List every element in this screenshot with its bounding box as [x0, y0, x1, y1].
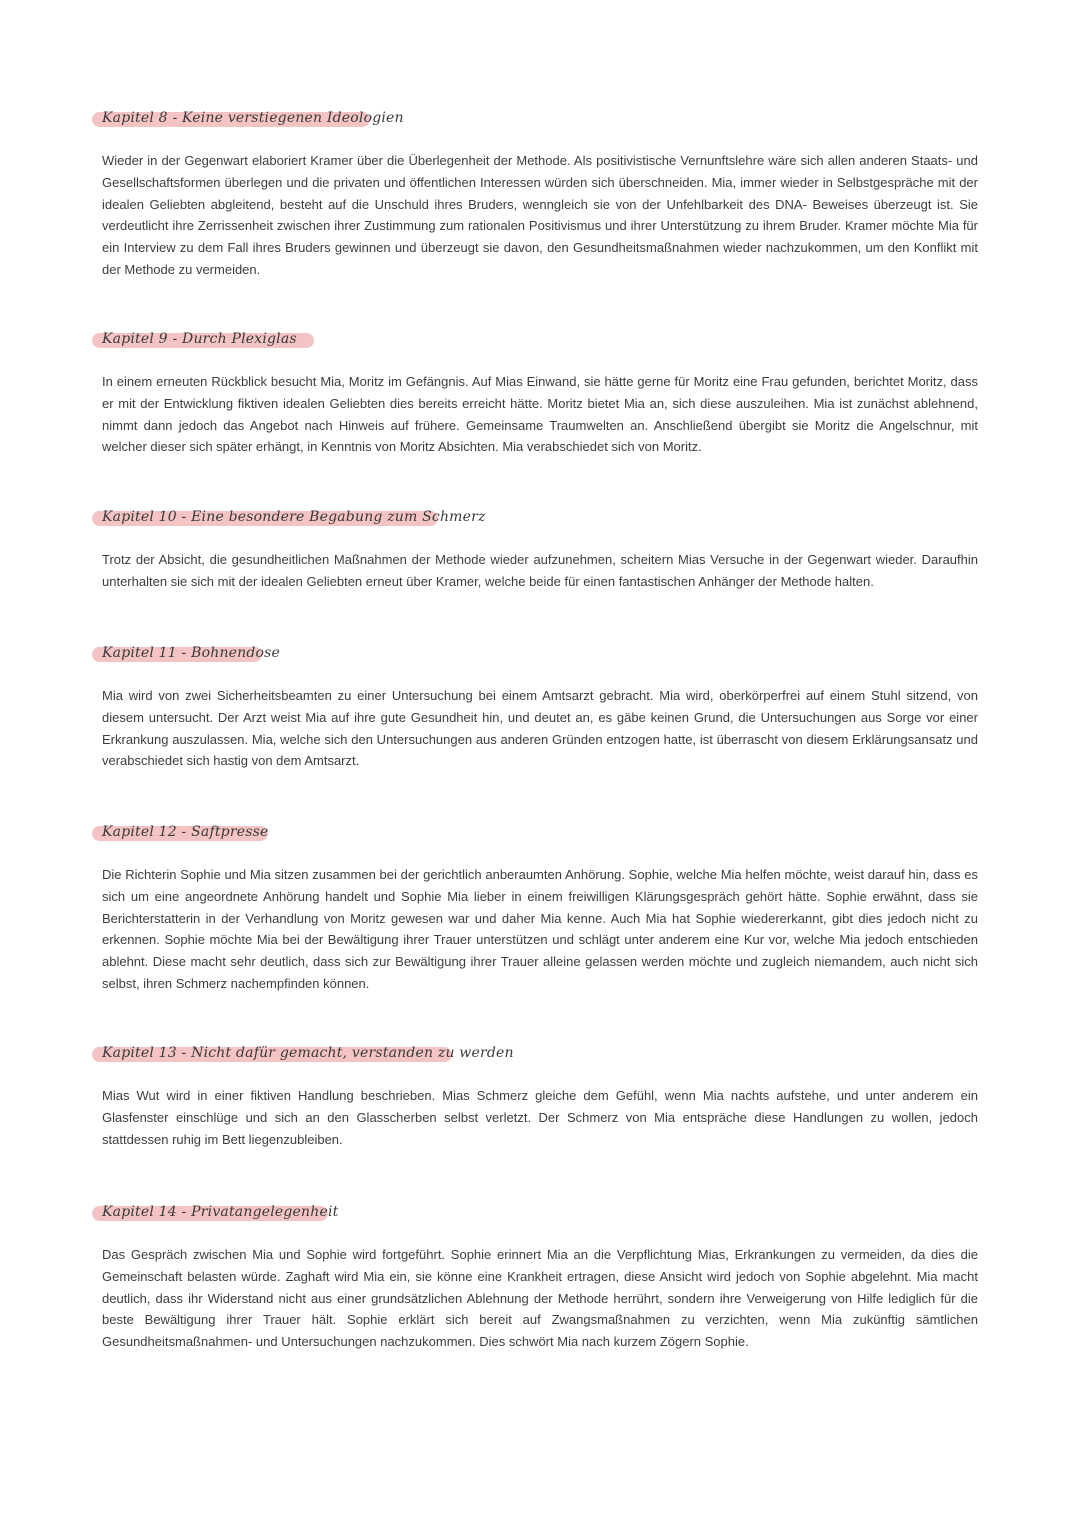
chapter-body: Das Gespräch zwischen Mia und Sophie wird fortgeführt. Sophie erinnert Mia an die Verpflichtung Mias, Erkrankungen zu vermeiden, da dies die Gemeinschaft belasten würde. Zaghaft wird Mia ein, sie könne eine Krankheit ertragen, diese Ansicht wird jedoch von Sophie abgelehnt. Mia macht deutlich, dass ihr Widerstand nicht aus einer grundsätzlichen Ablehnung der Methode herrührt, sondern ihre Verweigerung von Hilfe lediglich für die beste Bewältigung ihrer Trauer hält. Sophie erklärt sich bereit auf Zwangsmaßnahmen zu verzichten, wenn Mia zukünftig sämtlichen Gesundheitsmaßnahmen- und Untersuchungen nachzukommen. Dies schwört Mia nach kurzem Zögern Sophie.: [102, 1247, 978, 1350]
chapter-heading: Kapitel 9 - Durch Plexiglas: [102, 331, 297, 347]
chapter-13-heading-wrap: [92, 1041, 514, 1067]
chapter-heading: Kapitel 8 - Keine verstiegenen Ideologien: [102, 110, 404, 126]
chapter-8-heading-wrap: [92, 106, 404, 132]
chapter-body: Mia wird von zwei Sicherheitsbeamten zu einer Untersuchung bei einem Amtsarzt gebracht. Mia wird, oberkörperfrei auf einem Stuhl sitzend, von diesem untersucht. Der Arzt weist Mia auf ihre gute Gesundheit hin, und deutet an, es gäbe keinen Grund, die Untersuchungen aus Sorge vor einer Erkrankung auszulassen. Mia, welche sich den Untersuchungen aus anderen Gründen entzogen hatte, ist überrascht von diesem Erklärungsansatz und verabschiedet sich hastig von dem Amtsarzt.: [102, 688, 978, 769]
chapter-body: In einem erneuten Rückblick besucht Mia, Moritz im Gefängnis. Auf Mias Einwand, sie hätte gerne für Moritz eine Frau gefunden, berichtet Moritz, dass er mit der Entwicklung fiktiven idealen Geliebten dies bereits erreicht hätte. Moritz bietet Mia an, sich diese auszuleihen. Mia ist zunächst ablehnend, nimmt dann jedoch das Angebot nach Hinweis auf frühere. Gemeinsame Traumwelten an. Anschließend übergibt sie Moritz die Angelschnur, mit welcher dieser sich später erhängt, in Kenntnis von Moritz Absichten. Mia verabschiedet sich von Moritz.: [102, 374, 978, 455]
chapter-heading: Kapitel 14 - Privatangelegenheit: [102, 1204, 339, 1220]
chapter-12-heading-wrap: [92, 820, 268, 846]
chapter-9-heading-wrap: [92, 327, 297, 353]
chapter-body: Trotz der Absicht, die gesundheitlichen Maßnahmen der Methode wieder aufzunehmen, scheitern Mias Versuche in der Gegenwart wieder. Daraufhin unterhalten sie sich mit der idealen Geliebten erneut über Kramer, welche beide für einen fantastischen Anhänger der Methode halten.: [102, 552, 978, 589]
chapter-body: Mias Wut wird in einer fiktiven Handlung beschrieben. Mias Schmerz gleiche dem Gefühl, wenn Mia nachts aufstehe, und unter anderem ein Glasfenster einschlüge und sich an den Glasscherben selbst verletzt. Der Schmerz von Mia entspräche diese Handlungen zu wollen, jedoch stattdessen ruhig im Bett liegenzubleiben.: [102, 1088, 978, 1147]
chapter-10-heading-wrap: [92, 505, 486, 531]
chapter-body: Die Richterin Sophie und Mia sitzen zusammen bei der gerichtlich anberaumten Anhörung. Sophie, welche Mia helfen möchte, weist darauf hin, dass es sich um eine angeordnete Anhörung handelt und Sophie Mia lieber in einem freiwilligen Klärungsgespräch gehört hätte. Sophie erwähnt, dass sie Berichterstatterin in der Verhandlung von Moritz gewesen war und daher Mia kenne. Auch Mia hat Sophie wiedererkannt, gibt dies jedoch nicht zu erkennen. Sophie möchte Mia bei der Bewältigung ihrer Trauer unterstützen und schlägt unter anderem eine Kur vor, welche Mia jedoch entschieden ablehnt. Diese macht sehr deutlich, dass sich zur Bewältigung ihrer Trauer alleine gelassen werden möchte und zugleich niemandem, auch nicht sich selbst, ihren Schmerz nachempfinden können.: [102, 867, 978, 991]
chapter-body: Wieder in der Gegenwart elaboriert Kramer über die Überlegenheit der Methode. Als positivistische Vernunftslehre wäre sich allen anderen Staats- und Gesellschaftsformen überlegen und die privaten und öffentlichen Interessen würden sich überschneiden. Mia, immer wieder in Selbstgespräche mit der idealen Geliebten abgleitend, besteht auf die Unschuld ihres Bruders, wenngleich sie von der Unfehlbarkeit des DNA- Beweises überzeugt ist. Sie verdeutlicht ihre Zerrissenheit zwischen ihrer Zustimmung zum rationalen Positivismus und ihrer Unterstützung zu ihrem Bruder. Kramer möchte Mia für ein Interview zu dem Fall ihres Bruders gewinnen und überzeugt sie davon, den Gesundheitsmaßnahmen wieder nachzukommen, um den Konflikt mit der Methode zu vermeiden.: [102, 153, 978, 277]
chapter-heading: Kapitel 13 - Nicht dafür gemacht, verstanden zu werden: [102, 1045, 514, 1061]
chapter-11-heading-wrap: [92, 641, 280, 667]
chapter-heading: Kapitel 11 - Bohnendose: [102, 645, 281, 661]
chapter-14-heading-wrap: [92, 1200, 338, 1226]
chapter-heading: Kapitel 12 - Saftpresse: [102, 824, 269, 840]
chapter-heading: Kapitel 10 - Eine besondere Begabung zum Schmerz: [102, 509, 486, 525]
